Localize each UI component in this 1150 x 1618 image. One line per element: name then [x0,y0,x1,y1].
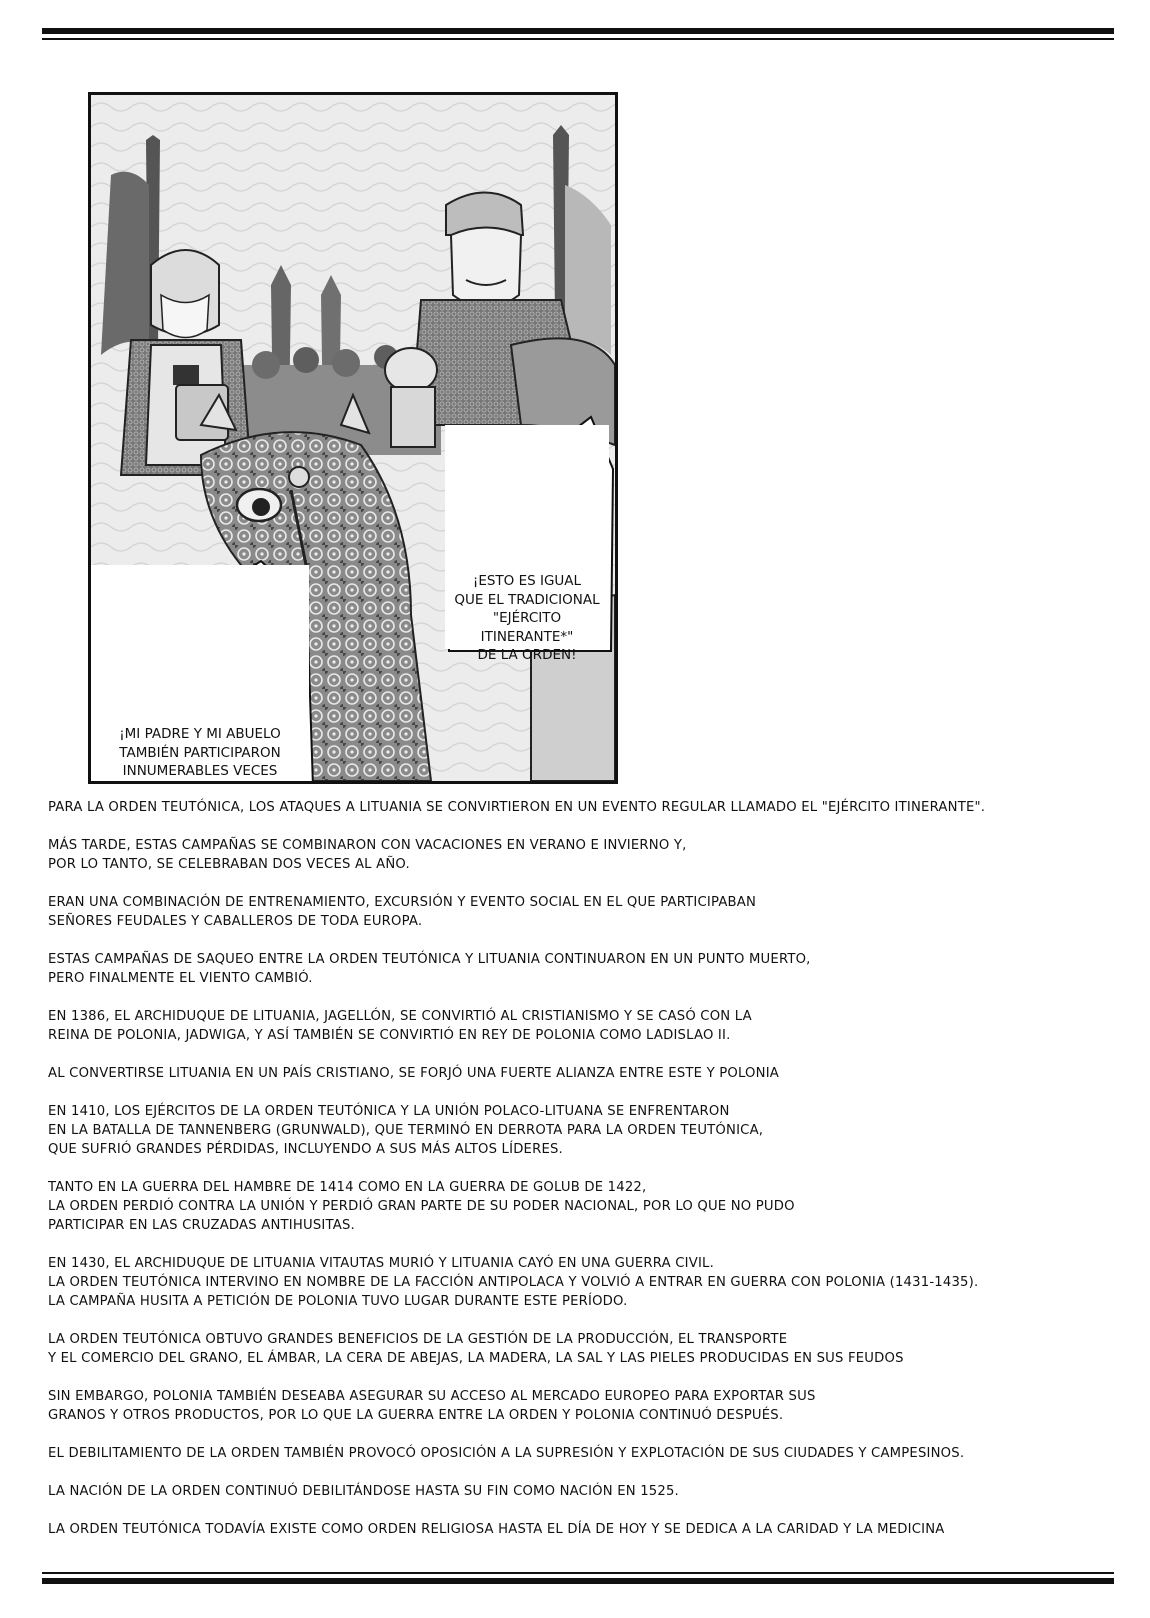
paragraph: EL DEBILITAMIENTO DE LA ORDEN TAMBIÉN PROVOCÓ OPOSICIÓN A LA SUPRESIÓN Y EXPLOTACIÓN DE SUS CIUDADES Y CAMPESINOS. [48,1446,965,1461]
narration-text [48,798,1108,1558]
manga-panel [88,92,618,784]
paragraph: EN 1386, EL ARCHIDUQUE DE LITUANIA, JAGELLÓN, SE CONVIRTIÓ AL CRISTIANISMO Y SE CASÓ CON LA REINA DE POLONIA, JADWIGA, Y ASÍ TAMBIÉN SE CONVIRTIÓ EN REY DE POLONIA COMO LADISLAO II. [48,1009,752,1043]
paragraph: AL CONVERTIRSE LITUANIA EN UN PAÍS CRISTIANO, SE FORJÓ UNA FUERTE ALIANZA ENTRE ESTE Y POLONIA [48,1066,780,1081]
top-rule-thin [42,38,1114,40]
paragraph: PARA LA ORDEN TEUTÓNICA, LOS ATAQUES A LITUANIA SE CONVIRTIERON EN UN EVENTO REGULAR LLAMADO EL "EJÉRCITO ITINERANTE". [48,800,986,815]
speech-bubble-left-text: ¡MI PADRE Y MI ABUELO TAMBIÉN PARTICIPARON INNUMERABLES VECES [119,726,281,779]
paragraph: EN 1430, EL ARCHIDUQUE DE LITUANIA VITAUTAS MURIÓ Y LITUANIA CAYÓ EN UNA GUERRA CIVIL. LA ORDEN TEUTÓNICA INTERVINO EN NOMBRE DE LA FACCIÓN ANTIPOLACA Y VOLVIÓ A ENTRAR EN GUERRA CON POLONIA (1431-1435). LA CAMPAÑA HUSITA A PETICIÓN DE POLONIA TUVO LUGAR DURANTE ESTE PERÍODO. [48,1256,979,1309]
paragraph: EN 1410, LOS EJÉRCITOS DE LA ORDEN TEUTÓNICA Y LA UNIÓN POLACO-LITUANA SE ENFRENTARON EN LA BATALLA DE TANNENBERG (GRUNWALD), QUE TERMINÓ EN DERROTA PARA LA ORDEN TEUTÓNICA, QUE SUFRIÓ GRANDES PÉRDIDAS, INCLUYENDO A SUS MÁS ALTOS LÍDERES. [48,1104,764,1157]
speech-bubble-left [91,565,309,784]
paragraph: TANTO EN LA GUERRA DEL HAMBRE DE 1414 COMO EN LA GUERRA DE GOLUB DE 1422, LA ORDEN PERDIÓ CONTRA LA UNIÓN Y PERDIÓ GRAN PARTE DE SU PODER NACIONAL, POR LO QUE NO PUDO PARTICIPAR EN LAS CRUZADAS ANTIHUSITAS. [48,1180,795,1233]
top-rule-thick [42,28,1114,34]
paragraph: SIN EMBARGO, POLONIA TAMBIÉN DESEABA ASEGURAR SU ACCESO AL MERCADO EUROPEO PARA EXPORTAR SUS GRANOS Y OTROS PRODUCTOS, POR LO QUE LA GUERRA ENTRE LA ORDEN Y POLONIA CONTINUÓ DESPUÉS. [48,1389,816,1423]
paragraph: LA ORDEN TEUTÓNICA OBTUVO GRANDES BENEFICIOS DE LA GESTIÓN DE LA PRODUCCIÓN, EL TRANSPORTE Y EL COMERCIO DEL GRANO, EL ÁMBAR, LA CERA DE ABEJAS, LA MADERA, LA SAL Y LAS PIELES PRODUCIDAS EN SUS FEUDOS [48,1332,904,1366]
speech-bubble-right-text: ¡ESTO ES IGUAL QUE EL TRADICIONAL "EJÉRCITO ITINERANTE*" DE LA ORDEN! [454,573,600,663]
paragraph: ESTAS CAMPAÑAS DE SAQUEO ENTRE LA ORDEN TEUTÓNICA Y LITUANIA CONTINUARON EN UN PUNTO MUERTO, PERO FINALMENTE EL VIENTO CAMBIÓ. [48,952,811,986]
bottom-rule-thin [42,1572,1114,1574]
bottom-rule-thick [42,1578,1114,1584]
paragraph: LA NACIÓN DE LA ORDEN CONTINUÓ DEBILITÁNDOSE HASTA SU FIN COMO NACIÓN EN 1525. [48,1484,679,1499]
paragraph: LA ORDEN TEUTÓNICA TODAVÍA EXISTE COMO ORDEN RELIGIOSA HASTA EL DÍA DE HOY Y SE DEDICA A LA CARIDAD Y LA MEDICINA [48,1522,945,1537]
paragraph: MÁS TARDE, ESTAS CAMPAÑAS SE COMBINARON CON VACACIONES EN VERANO E INVIERNO Y, POR LO TANTO, SE CELEBRABAN DOS VECES AL AÑO. [48,838,687,872]
paragraph: ERAN UNA COMBINACIÓN DE ENTRENAMIENTO, EXCURSIÓN Y EVENTO SOCIAL EN EL QUE PARTICIPABAN SEÑORES FEUDALES Y CABALLEROS DE TODA EUROPA. [48,895,757,929]
speech-bubble-right [445,425,609,663]
